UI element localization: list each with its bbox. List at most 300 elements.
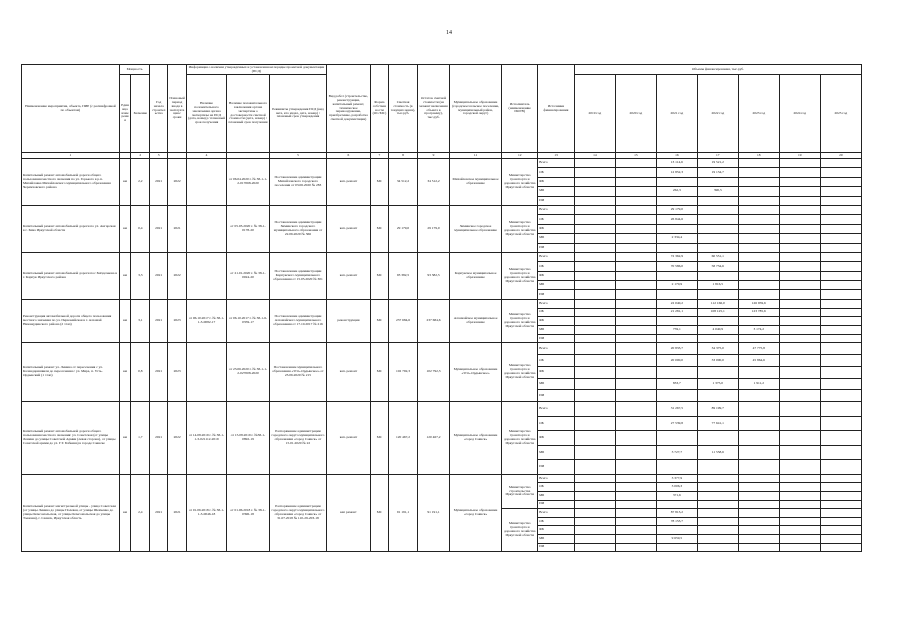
amount-cell	[738, 431, 779, 446]
amount-cell	[574, 517, 615, 526]
amount-cell	[820, 445, 861, 460]
source-cell: МБ	[538, 445, 575, 460]
amount-cell	[615, 234, 656, 243]
source-cell: ИИ	[538, 334, 575, 343]
amount-cell	[779, 159, 820, 168]
column-number: 14	[574, 153, 615, 159]
amount-cell	[820, 334, 861, 343]
amount-cell	[615, 224, 656, 233]
estimated-cost-cell: 120 467,2	[388, 402, 417, 475]
amount-cell	[779, 526, 820, 535]
column-number: 6	[326, 153, 370, 159]
amount-cell	[738, 168, 779, 177]
remaining-cost-cell: 237 684,6	[418, 299, 450, 342]
source-cell: ФБ	[538, 366, 575, 378]
amount-cell	[697, 500, 738, 509]
amount-cell	[697, 474, 738, 483]
source-cell: ИИ	[538, 543, 575, 552]
psd-approval-cell: Постановление администрации Михайловского городского поселения от 03.06.2020 № 283	[270, 159, 327, 206]
estimated-cost-cell: 237 684,6	[388, 299, 417, 342]
amount-cell	[656, 243, 697, 252]
amount-cell: 20 833,7	[656, 343, 697, 355]
amount-cell: 31 267,5	[656, 402, 697, 417]
column-number: 3	[150, 153, 168, 159]
object-name: Реконструкция автомобильной дороги общего пользования местного значения по ул. Первомайская в г. Алзамай Нижнеудинского района (2 этап)	[22, 299, 120, 342]
amount-cell	[738, 509, 779, 518]
column-number: 2	[131, 153, 150, 159]
amount-cell	[615, 168, 656, 177]
amount-cell	[574, 534, 615, 543]
amount-cell	[615, 308, 656, 317]
remaining-cost-cell: 93 382,5	[418, 252, 450, 299]
amount-cell: 108 125,1	[697, 308, 738, 317]
amount-cell	[779, 243, 820, 252]
amount-cell	[820, 366, 861, 378]
amount-cell	[574, 431, 615, 446]
source-cell: Всего	[538, 299, 575, 308]
amount-cell: 3 174,2	[738, 325, 779, 334]
amount-cell: 77 641,1	[697, 416, 738, 431]
amount-cell	[574, 224, 615, 233]
value-cell: 2,4	[131, 474, 150, 551]
amount-cell: 13 114,6	[656, 159, 697, 168]
amount-cell	[615, 177, 656, 186]
amount-cell	[738, 390, 779, 402]
amount-cell	[779, 215, 820, 224]
amount-cell	[615, 271, 656, 280]
amount-cell	[574, 460, 615, 475]
year-end-cell: 2022	[168, 402, 187, 475]
amount-cell	[820, 343, 861, 355]
source-cell: ОБ	[538, 308, 575, 317]
amount-cell	[574, 271, 615, 280]
municipality-cell: Муниципальное образование «Усть-Ордынское»	[449, 343, 502, 402]
amount-cell	[615, 526, 656, 535]
amount-cell	[697, 509, 738, 518]
source-cell: МБ	[538, 187, 575, 196]
amount-cell	[574, 196, 615, 205]
amount-cell	[615, 483, 656, 492]
amount-cell: 70 586,0	[656, 262, 697, 271]
amount-cell	[779, 500, 820, 509]
amount-cell	[574, 543, 615, 552]
amount-cell: 27 539,8	[656, 416, 697, 431]
psd-estimate-cell: от 05.03.2020 г. № 38-1-0178-20	[226, 205, 269, 252]
amount-cell	[779, 491, 820, 500]
amount-cell	[779, 460, 820, 475]
amount-cell	[779, 281, 820, 290]
psd-estimate-cell: от 01.06.2018 г. № 38-1-0396-18	[226, 474, 269, 551]
amount-cell	[615, 460, 656, 475]
amount-cell	[574, 168, 615, 177]
table-row	[22, 343, 862, 355]
amount-cell: 833,7	[656, 378, 697, 390]
amount-cell	[738, 543, 779, 552]
amount-cell	[615, 252, 656, 261]
amount-cell	[738, 445, 779, 460]
psd-estimate-cell: от 06.04.2020 г. № 38-1-1-2-017068-2020	[226, 159, 269, 206]
amount-cell	[820, 416, 861, 431]
value-cell: 0,8	[131, 343, 150, 402]
amount-cell	[738, 460, 779, 475]
unit-cell: км	[119, 299, 131, 342]
amount-cell: 126 959,6	[738, 299, 779, 308]
source-cell: ОБ	[538, 168, 575, 177]
amount-cell	[820, 234, 861, 243]
amount-cell	[820, 491, 861, 500]
amount-cell	[779, 290, 820, 299]
amount-cell	[574, 416, 615, 431]
amount-cell	[779, 474, 820, 483]
amount-cell	[820, 187, 861, 196]
column-number: 19	[779, 153, 820, 159]
amount-cell: 11 558,6	[697, 445, 738, 460]
amount-cell	[738, 262, 779, 271]
amount-cell	[738, 483, 779, 492]
amount-cell	[738, 187, 779, 196]
amount-cell: 19 134,7	[697, 168, 738, 177]
amount-cell	[697, 205, 738, 214]
amount-cell	[574, 187, 615, 196]
source-cell: Всего	[538, 252, 575, 261]
object-name: Капитальный ремонт автомобильной дороги общего пользования местного значения: ул. Советская (от улицы Ленина до улицы Советской Армии (левая сторона), от улицы Советской армии до ул. Г.Т. Бабкина) в городе Саянске	[22, 402, 120, 475]
amount-cell	[738, 534, 779, 543]
amount-cell: 123 785,6	[738, 308, 779, 317]
amount-cell	[697, 526, 738, 535]
amount-cell	[779, 252, 820, 261]
source-cell: Всего	[538, 159, 575, 168]
amount-cell: 1 911,2	[738, 378, 779, 390]
amount-cell	[738, 159, 779, 168]
amount-cell	[697, 390, 738, 402]
amount-cell: 2 170,9	[656, 281, 697, 290]
value-cell: 2,2	[131, 159, 150, 206]
amount-cell: 1 816,5	[697, 281, 738, 290]
psd-approval-cell: Постановление администрации Карпукского муниципального образования от 15.05.2020 № 301	[270, 252, 327, 299]
source-cell: МБ	[538, 281, 575, 290]
amount-cell	[779, 445, 820, 460]
object-name: Капитальный ремонт автомобильной дороги общего пользования местного значения по ул. Горького в р.п. Михайловка Михайловского муниципального образования Черемховского района	[22, 159, 120, 206]
hdr-municipality: Муниципальное образование (городское/сельское поселение, муниципальный район, городской округ)	[449, 65, 502, 153]
estimated-cost-cell: 29 179,0	[388, 205, 417, 252]
amount-cell	[779, 168, 820, 177]
amount-cell	[820, 271, 861, 280]
amount-cell	[738, 252, 779, 261]
psd-positive-cell	[187, 252, 227, 299]
psd-approval-cell: Распоряжение администрации городского округа муниципального образования «город Саянск» от 31.07.2018 № 110-29-203-18	[270, 474, 327, 551]
amount-cell	[574, 317, 615, 326]
amount-cell	[738, 517, 779, 526]
hdr-executor: Исполнитель (наименование ИОГВ)	[502, 65, 538, 153]
amount-cell	[656, 390, 697, 402]
unit-cell: км	[119, 252, 131, 299]
psd-estimate-cell: от 23.06.2020 г. № 38-1-1-2-027008-2020	[226, 343, 269, 402]
hdr-year: 2023 год	[738, 75, 779, 153]
amount-cell	[574, 243, 615, 252]
source-cell: МБ	[538, 325, 575, 334]
amount-cell: 3 727,7	[656, 445, 697, 460]
amount-cell	[615, 416, 656, 431]
amount-cell	[697, 215, 738, 224]
column-number: 1	[22, 153, 120, 159]
amount-cell	[574, 445, 615, 460]
amount-cell	[779, 196, 820, 205]
amount-cell	[615, 281, 656, 290]
amount-cell: 34 375,0	[697, 343, 738, 355]
amount-cell	[615, 187, 656, 196]
psd-approval-cell: Постановление муниципального образования «Усть-Ордынское» от 23.06.2020 № 215	[270, 343, 327, 402]
column-number: 16	[656, 153, 697, 159]
municipality-cell: Зиминское городское муниципальное образование	[449, 205, 502, 252]
ownership-cell: МС	[370, 299, 388, 342]
amount-cell	[615, 159, 656, 168]
amount-cell	[656, 460, 697, 475]
hdr-psd-positive: Наличие положительного заключения органа экспертизы на ПСД (дата, номер) / плановый срок получения	[187, 75, 227, 153]
amount-cell	[779, 299, 820, 308]
amount-cell	[820, 205, 861, 214]
amount-cell	[820, 215, 861, 224]
hdr-psd-group: Информация о наличии утверждённых и установленном порядке проектной документации (ПСД)	[187, 65, 327, 75]
ownership-cell: МС	[370, 205, 388, 252]
table-row	[22, 159, 862, 168]
amount-cell	[574, 491, 615, 500]
hdr-year-start: Год начала строительства	[150, 65, 168, 153]
ownership-cell: МС	[370, 402, 388, 475]
work-type-cell: кап. ремонт	[326, 252, 370, 299]
amount-cell	[738, 290, 779, 299]
amount-cell: 390,5	[697, 187, 738, 196]
amount-cell: 1 375,0	[697, 378, 738, 390]
hdr-year: 2020 год	[615, 75, 656, 153]
amount-cell	[738, 234, 779, 243]
object-name: Капитальный ремонт ул. Ленина от пересечения с ул. Каландаришвили до пересечения с ул. Мира, п. Усть-Ордынский (1 этап)	[22, 343, 120, 402]
hdr-value: Значение	[131, 75, 150, 153]
object-name: Капитальный ремонт автомобильной дороги пос Звёздочкова в г. Карпук Иркутского района	[22, 252, 120, 299]
amount-cell	[615, 491, 656, 500]
work-type-cell: кап. ремонт	[326, 159, 370, 206]
amount-cell	[574, 325, 615, 334]
value-cell: 0,4	[131, 205, 150, 252]
column-number: 15	[615, 153, 656, 159]
amount-cell	[820, 281, 861, 290]
amount-cell	[615, 205, 656, 214]
amount-cell: 87 813,2	[656, 509, 697, 518]
amount-cell	[574, 509, 615, 518]
column-number: 17	[697, 153, 738, 159]
amount-cell	[820, 355, 861, 367]
year-start-cell: 2021	[150, 402, 168, 475]
amount-cell	[615, 445, 656, 460]
amount-cell	[779, 355, 820, 367]
amount-cell: 72 362,9	[656, 252, 697, 261]
amount-cell: 33 000,0	[697, 355, 738, 367]
amount-cell	[697, 431, 738, 446]
column-number: 12	[502, 153, 538, 159]
municipality-cell: Муниципальное образование «город Саянск»	[449, 474, 502, 551]
hdr-name: Наименование мероприятия, объекта, ПИР (с расшифровкой по объектам)	[22, 65, 120, 153]
year-end-cell: 2022	[168, 252, 187, 299]
column-number: 11	[449, 153, 502, 159]
municipality-cell: Михайловское муниципальное образование	[449, 159, 502, 206]
amount-cell	[697, 196, 738, 205]
amount-cell	[656, 224, 697, 233]
hdr-unit: Единица измерения	[119, 75, 131, 153]
amount-cell: 58 734,6	[697, 262, 738, 271]
psd-positive-cell	[187, 205, 227, 252]
amount-cell: 89 199,7	[697, 402, 738, 417]
amount-cell: 29 179,0	[656, 205, 697, 214]
amount-cell: 45 864,6	[738, 355, 779, 367]
amount-cell	[820, 308, 861, 317]
work-type-cell: кап. ремонт	[326, 402, 370, 475]
financing-table	[21, 64, 862, 552]
amount-cell	[615, 325, 656, 334]
amount-cell	[820, 243, 861, 252]
executor-cell: Министерство строительства Иркутской области	[502, 474, 538, 508]
remaining-cost-cell: 34 512,2	[418, 159, 450, 206]
amount-cell	[738, 474, 779, 483]
hdr-year: 2024 год	[779, 75, 820, 153]
amount-cell	[697, 177, 738, 186]
source-cell: ИИ	[538, 196, 575, 205]
amount-cell	[738, 500, 779, 509]
remaining-cost-cell: 102 792,3	[418, 343, 450, 402]
amount-cell	[574, 205, 615, 214]
column-number: 18	[738, 153, 779, 159]
amount-cell	[738, 526, 779, 535]
amount-cell	[574, 343, 615, 355]
amount-cell	[738, 215, 779, 224]
executor-cell: Министерство транспорта и дорожного хозяйства Иркутской области	[502, 402, 538, 475]
amount-cell	[697, 534, 738, 543]
source-cell: МБ	[538, 534, 575, 543]
amount-cell	[574, 299, 615, 308]
work-type-cell: кап. ремонт	[326, 205, 370, 252]
amount-cell	[574, 366, 615, 378]
amount-cell	[820, 517, 861, 526]
amount-cell	[779, 205, 820, 214]
hdr-finance-group: Объемы финансирования, тыс.руб.	[574, 65, 861, 75]
amount-cell	[779, 378, 820, 390]
psd-approval-cell: Распоряжение администрации городского округа муниципального образования «город Саянск» от 15.01.2020 № 22	[270, 402, 327, 475]
amount-cell	[656, 526, 697, 535]
amount-cell	[820, 177, 861, 186]
amount-cell	[820, 325, 861, 334]
amount-cell	[738, 366, 779, 378]
amount-cell: 112 166,0	[697, 299, 738, 308]
amount-cell: 262,3	[656, 187, 697, 196]
amount-cell	[574, 177, 615, 186]
year-end-cell: 2022	[168, 159, 187, 206]
amount-cell	[738, 224, 779, 233]
psd-positive-cell	[187, 343, 227, 402]
amount-cell	[820, 290, 861, 299]
amount-cell	[615, 334, 656, 343]
column-number: 8	[388, 153, 417, 159]
year-end-cell: 2021	[168, 474, 187, 551]
psd-positive-cell	[187, 159, 227, 206]
amount-cell	[820, 474, 861, 483]
column-number: 20	[820, 153, 861, 159]
object-name: Капитальный ремонт автомобильной дороги по ул. Ангарская в г. Зима Иркутской области	[22, 205, 120, 252]
amount-cell	[738, 196, 779, 205]
unit-cell: км	[119, 402, 131, 475]
amount-cell	[820, 168, 861, 177]
amount-cell	[738, 402, 779, 417]
hdr-work-type: Вид работ (строительство, реконструкция, капитальный ремонт, техническое перевооружение, приобретение, разработка сметной документации)	[326, 65, 370, 153]
table-row	[22, 402, 862, 417]
executor-cell: Министерство транспорта и дорожного хозяйства Иркутской области	[502, 205, 538, 252]
source-cell: ИИ	[538, 290, 575, 299]
hdr-year: 2025 год	[820, 75, 861, 153]
source-cell: ФБ	[538, 177, 575, 186]
unit-cell: км	[119, 205, 131, 252]
value-cell: 3,1	[131, 299, 150, 342]
amount-cell	[574, 483, 615, 492]
amount-cell	[779, 177, 820, 186]
amount-cell: 759,1	[656, 325, 697, 334]
source-cell: ОБ	[538, 416, 575, 431]
year-start-cell: 2021	[150, 474, 168, 551]
column-number: 9	[418, 153, 450, 159]
source-cell: ОБ	[538, 483, 575, 492]
executor-cell: Министерство транспорта и дорожного хозяйства Иркутской области	[502, 159, 538, 206]
source-cell: Всего	[538, 343, 575, 355]
source-cell: ФБ	[538, 431, 575, 446]
year-end-cell: 2021	[168, 205, 187, 252]
amount-cell	[697, 224, 738, 233]
psd-approval-cell: Постановление администрации Алзамайского муниципального образования от 17.10.2017 № 216	[270, 299, 327, 342]
amount-cell	[697, 271, 738, 280]
source-cell: ОБ	[538, 355, 575, 367]
amount-cell	[820, 500, 861, 509]
unit-cell: км	[119, 474, 131, 551]
estimated-cost-cell: 91 191,1	[388, 474, 417, 551]
amount-cell: 21 281,1	[656, 308, 697, 317]
source-cell: Всего	[538, 205, 575, 214]
hdr-psd-approval: Реквизиты утверждения ПСД (вид акта, кто издал, дата, номер) / плановый срок утверждения	[270, 75, 327, 153]
amount-cell	[820, 390, 861, 402]
amount-cell	[779, 308, 820, 317]
amount-cell	[574, 474, 615, 483]
amount-cell: 2 334,4	[656, 234, 697, 243]
source-cell: Всего	[538, 474, 575, 483]
amount-cell	[656, 431, 697, 446]
amount-cell	[656, 177, 697, 186]
amount-cell	[656, 334, 697, 343]
hdr-sources: Источники финансирования	[538, 65, 575, 153]
estimated-cost-cell: 102 792,3	[388, 343, 417, 402]
hdr-ownership: Форма собственности (ОС/МС)	[370, 65, 388, 153]
amount-cell	[615, 317, 656, 326]
amount-cell	[779, 431, 820, 446]
psd-positive-cell: от 01.06.2018 г. № 38-1-1-3-0046-18	[187, 474, 227, 551]
unit-cell: км	[119, 159, 131, 206]
hdr-estimated-cost: Сметная стоимость (в текущих ценах), тыс.руб.	[388, 65, 417, 153]
amount-cell	[574, 334, 615, 343]
year-end-cell: 2023	[168, 343, 187, 402]
amount-cell	[697, 543, 738, 552]
psd-estimate-cell: от 06.10.2017 г. № 38-1-6-0359-17	[226, 299, 269, 342]
amount-cell	[656, 271, 697, 280]
amount-cell	[779, 271, 820, 280]
amount-cell	[615, 474, 656, 483]
amount-cell: 26 844,6	[656, 215, 697, 224]
amount-cell	[656, 543, 697, 552]
amount-cell	[779, 234, 820, 243]
amount-cell	[574, 281, 615, 290]
amount-cell	[820, 224, 861, 233]
